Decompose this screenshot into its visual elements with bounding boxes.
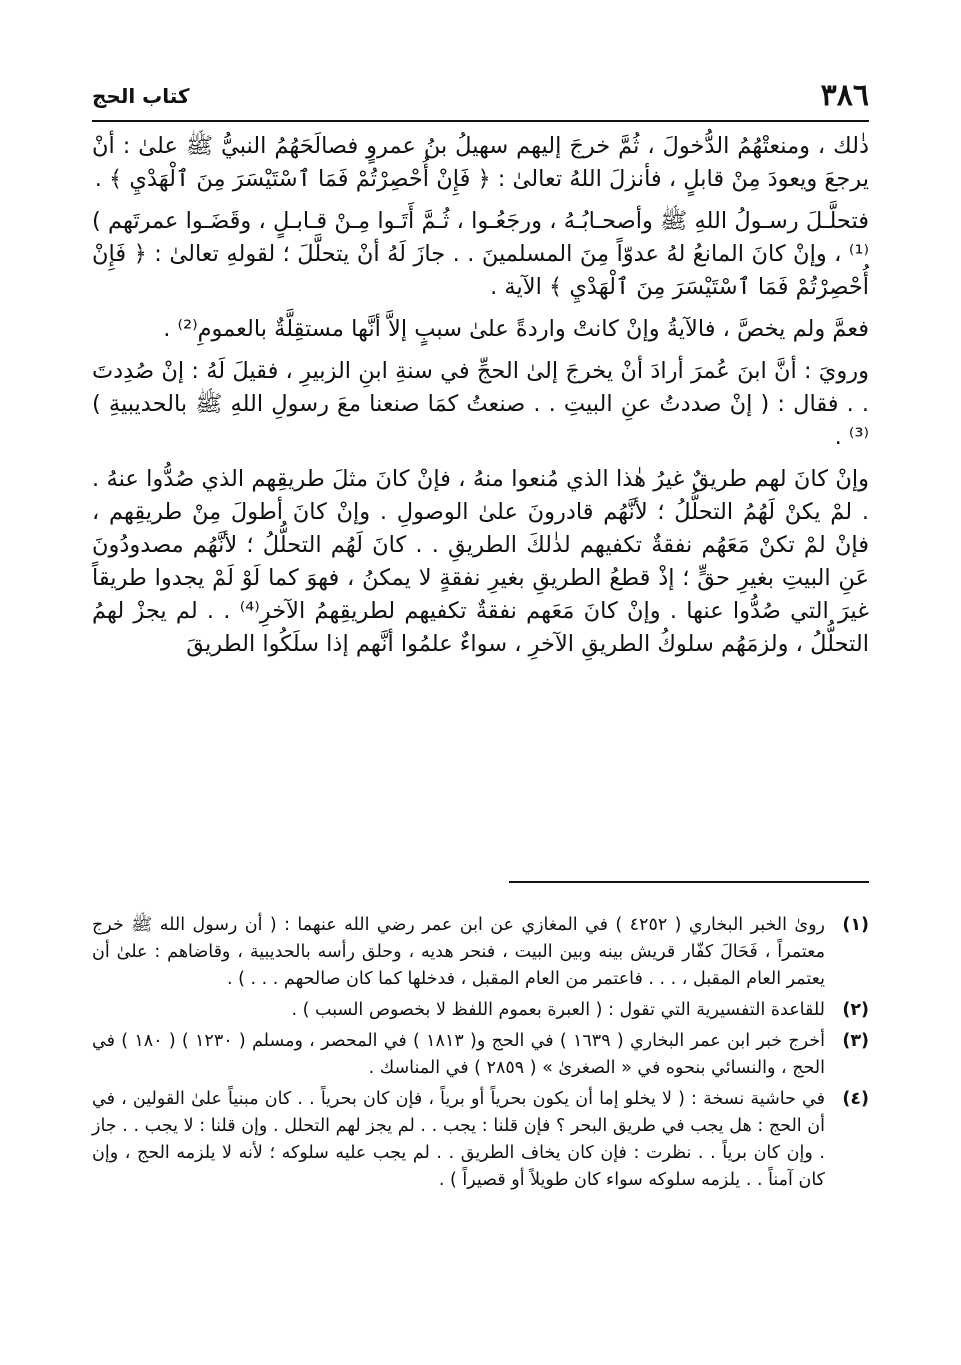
footnote-number: (٤): [842, 1089, 869, 1109]
footnote-item: [92, 1028, 869, 1082]
footnote-number: (٣): [842, 1031, 869, 1051]
footnote-text: للقاعدة التفسيرية التي تقول : ( العبرة بعموم اللفظ لا بخصوص السبب ) .: [291, 1000, 825, 1020]
footnotes: [92, 912, 869, 1198]
paragraph: ورويَ : أنَّ ابنَ عُمرَ أرادَ أنْ يخرجَ إلىٰ الحجِّ في سنةِ ابنِ الزبيرِ ، فقيلَ لَهُ : إنْ صُدِدتَ . . فقال : ( إنْ صددتُ عنِ البيتِ . . صنعتُ كمَا صنعنا معَ رسولِ اللهِ ﷺ بالحديبيةِ )⁽³⁾ .: [92, 358, 869, 450]
footnote-text: أخرج خبر ابن عمر البخاري ( ١٦٣٩ ) في الحج و( ١٨١٣ ) في المحصر ، ومسلم ( ١٢٣٠ ) ( ١٨٠ ) في الحج ، والنسائي بنحوه في « الصغرىٰ » ( ٢٨٥٩ ) في المناسك .: [92, 1031, 826, 1078]
footnote-divider: [509, 881, 869, 883]
running-title: كتاب الحج: [92, 84, 190, 108]
footnote-text: روىٰ الخبر البخاري ( ٤٢٥٢ ) في المغازي عن ابن عمر رضي الله عنهما : ( أن رسول الله ﷺ خرج معتمراً ، فَحَالَ كفّار قريش بينه وبين البيت ، فنحر هديه ، وحلق رأسه بالحديبية ، وقاضاهم : علىٰ أن يعتمر العام المقبل ، . . . فاعتمر من العام المقبل ، فدخلها كما كان صالحهم . . . ) .: [92, 915, 825, 989]
footnote-text: في حاشية نسخة : ( لا يخلو إما أن يكون بحرياً أو برياً ، فإن كان بحرياً . . كان مبنياً علىٰ القولين ، في أن الحج : هل يجب في طريق البحر ؟ فإن قلنا : يجب . . لم يجز لهم التحلل . وإن قلنا : لا يجب . . جاز . وإن كان برياً . . نظرت : فإن كان يخاف الطريق . . لم يجب عليه سلوكه ؛ لأنه لا يلزمه الحج ، وإن كان آمناً . . يلزمه سلوكه سواء كان طويلاً أو قصيراً ) .: [92, 1089, 825, 1190]
paragraph: وإنْ كانَ لهم طريقٌ غيرُ هٰذا الذي مُنعوا منهُ ، فإنْ كانَ مثلَ طريقِهم الذي صُدُّوا عنهُ . . لمْ يكنْ لَهُمُ التحلُّلُ ؛ لأنَّهُم قادرونَ علىٰ الوصولِ . وإنْ كانَ أطولَ مِنْ طريقِهم ، فإنْ لمْ تكنْ مَعَهُم نفقةٌ تكفيهم لذٰلكَ الطريقِ . . كانَ لَهُم التحلُّلُ ؛ لأنَّهُم مصدودُونَ عَنِ البيتِ بغيرِ حقٍّ ؛ إذْ قطعُ الطريقِ بغيرِ نفقةٍ لا يمكنُ ، فهوَ كما لَوْ لَمْ يجدوا طريقاً غيرَ التي صُدُّوا عنها . وإنْ كانَ مَعَهم نفقةٌ تكفيهم لطريقِهمُ الآخرِ⁽⁴⁾ . . لم يجزْ لهمُ التحلُّلُ ، ولزمَهُم سلوكُ الطريقِ الآخرِ ، سواءٌ علمُوا أنَّهم إذا سلَكُوا الطريقَ: [92, 466, 869, 657]
header-divider: [92, 120, 869, 122]
paragraph: فعمَّ ولم يخصَّ ، فالآيةُ وإنْ كانتْ واردةً علىٰ سببٍ إلاَّ أنَّها مستقِلَّةٌ بالعمومِ⁽²⁾ .: [163, 316, 869, 342]
footnote-number: (١): [842, 915, 869, 935]
footnote-item: [92, 1086, 869, 1194]
paragraph: ذٰلك ، ومنعتْهُمُ الدُّخولَ ، ثُمَّ خرجَ إليهم سهيلُ بنُ عمروٍ فصالَحَهُمُ النبيُّ ﷺ علىٰ : أنْ يرجعَ ويعودَ مِنْ قابلٍ ، فأنزلَ اللهُ تعالىٰ : ﴿ فَإِنْ أُحْصِرْتُمْ فَمَا ٱسْتَيْسَرَ مِنَ ٱلْهَدْيِ ﴾ .: [92, 133, 869, 192]
footnote-item: [92, 912, 869, 993]
paragraph: فتحلَّـلَ رسـولُ اللهِ ﷺ وأصحـابُـهُ ، ورجَعُـوا ، ثُـمَّ أَتَـوا مِـنْ قـابـلٍ ، وقَضَـوا عمرتَهم )⁽¹⁾ ، وإنْ كانَ المانعُ لهُ عدوّاً مِنَ المسلمينَ . . جازَ لَهُ أنْ يتحلَّلَ ؛ لقولهِ تعالىٰ : ﴿ فَإِنْ أُحْصِرْتُمْ فَمَا ٱسْتَيْسَرَ مِنَ ٱلْهَدْيِ ﴾ الآية .: [92, 208, 869, 300]
page-number: ٣٨٦: [820, 78, 869, 113]
footnote-number: (٢): [842, 1000, 869, 1020]
page-header: [92, 78, 869, 118]
footnote-item: [92, 997, 869, 1024]
main-text: [92, 130, 869, 661]
